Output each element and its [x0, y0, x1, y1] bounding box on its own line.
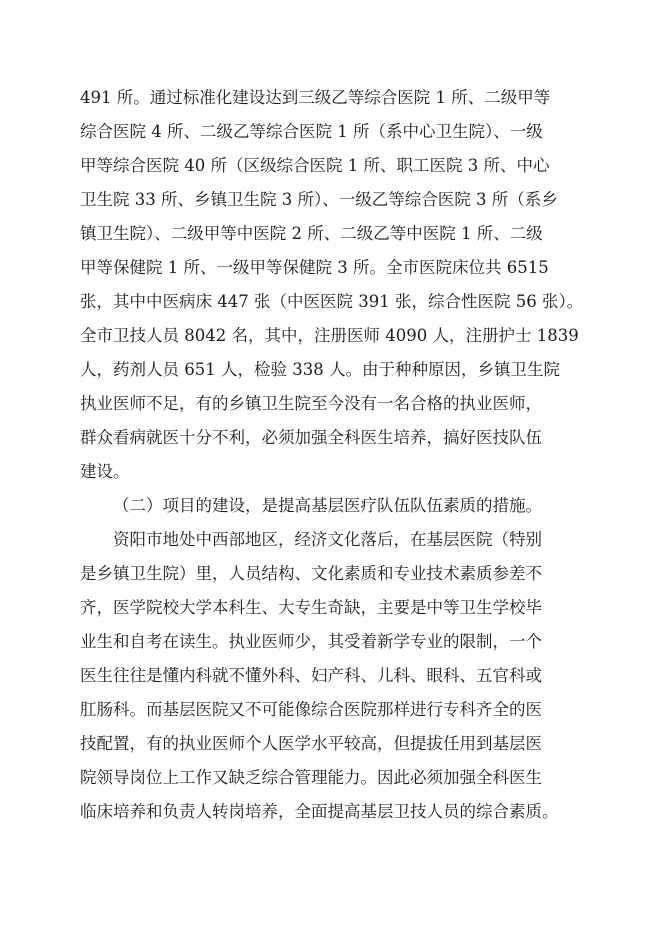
paragraph-line: 全市卫技人员 8042 名，其中，注册医师 4090 人，注册护士 1839 [80, 326, 579, 345]
paragraph-line: 镇卫生院）、二级甲等中医院 2 所、二级乙等中医院 1 所、二级 [80, 224, 543, 243]
paragraph-line: 是乡镇卫生院）里，人员结构、文化素质和专业技术素质参差不 [80, 564, 542, 583]
paragraph-line: 卫生院 33 所、乡镇卫生院 3 所）、一级乙等综合医院 3 所（系乡 [80, 190, 558, 209]
paragraph-line: 群众看病就医十分不利，必须加强全科医生培养，搞好医技队伍 [80, 428, 542, 447]
paragraph-line: 甲等保健院 1 所、一级甲等保健院 3 所。全市医院床位共 6515 [80, 258, 549, 277]
paragraph-line: 医生往往是懂内科就不懂外科、妇产科、儿科、眼科、五官科或 [80, 666, 542, 685]
paragraph-first-line: 资阳市地处中西部地区，经济文化落后，在基层医院（特别 [113, 530, 542, 549]
paragraph-line: 临床培养和负责人转岗培养，全面提高基层卫技人员的综合素质。 [80, 802, 559, 821]
paragraph-line: 齐，医学院校大学本科生、大专生奇缺，主要是中等卫生学校毕 [80, 598, 542, 617]
paragraph-line: 491 所。通过标准化建设达到三级乙等综合医院 1 所、二级甲等 [80, 88, 551, 107]
section-heading: （二）项目的建设，是提高基层医疗队伍队伍素质的措施。 [113, 496, 542, 515]
paragraph-line: 院领导岗位上工作又缺乏综合管理能力。因此必须加强全科医生 [80, 768, 542, 787]
paragraph-line: 张，其中中医病床 447 张（中医医院 391 张，综合性医院 56 张）。 [80, 292, 584, 311]
paragraph-line: 技配置，有的执业医师个人医学水平较高，但提拔任用到基层医 [80, 734, 542, 753]
paragraph-line: 执业医师不足，有的乡镇卫生院至今没有一名合格的执业医师， [80, 394, 542, 413]
paragraph-line: 建设。 [80, 462, 130, 481]
paragraph-line: 人，药剂人员 651 人，检验 338 人。由于种种原因，乡镇卫生院 [80, 360, 560, 379]
paragraph-line: 肛肠科。而基层医院又不可能像综合医院那样进行专科齐全的医 [80, 700, 542, 719]
paragraph-line: 业生和自考在读生。执业医师少，其受着新学专业的限制，一个 [80, 632, 542, 651]
paragraph-line: 综合医院 4 所、二级乙等综合医院 1 所（系中心卫生院）、一级 [80, 122, 543, 141]
paragraph-line: 甲等综合医院 40 所（区级综合医院 1 所、职工医院 3 所、中心 [80, 156, 550, 175]
